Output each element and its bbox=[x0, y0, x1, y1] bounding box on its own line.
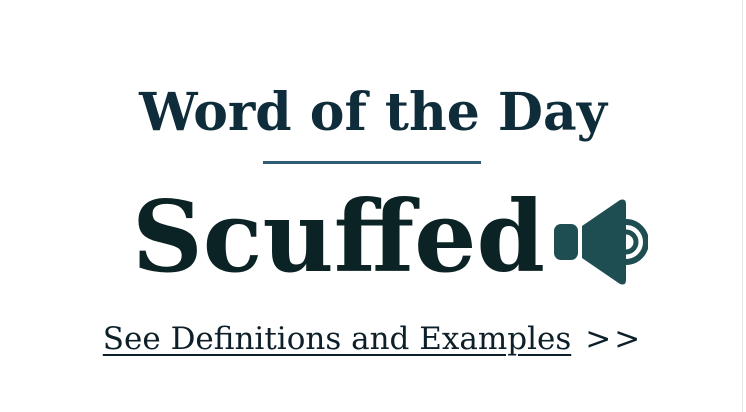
sound-wave-inner bbox=[626, 232, 636, 252]
speaker-icon-graphic bbox=[552, 198, 648, 286]
word-row bbox=[132, 178, 652, 298]
see-definitions-link[interactable]: See Definitions and Examples bbox=[102, 321, 572, 357]
speaker-icon[interactable] bbox=[552, 198, 648, 286]
definitions-link-row bbox=[0, 314, 746, 364]
speaker-body bbox=[554, 224, 578, 260]
heading-divider bbox=[263, 161, 481, 164]
speaker-cone bbox=[582, 200, 626, 285]
link-arrows[interactable]: >> bbox=[585, 321, 644, 357]
featured-word: Scuffed bbox=[132, 180, 546, 295]
card-heading: Word of the Day bbox=[139, 82, 607, 143]
